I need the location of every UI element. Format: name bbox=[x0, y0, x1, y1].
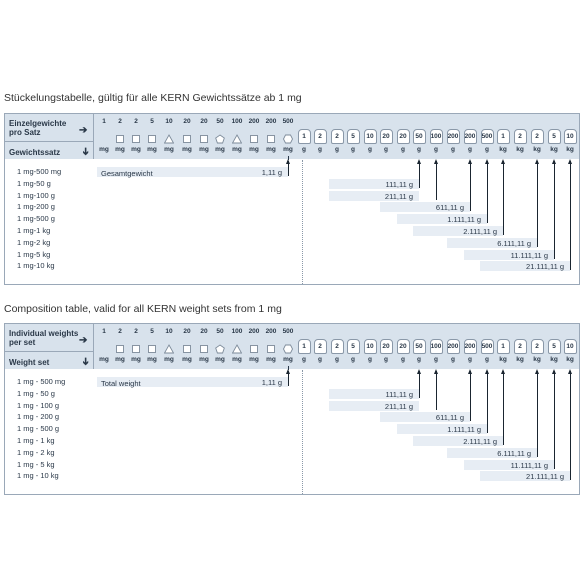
arrow-line bbox=[570, 161, 571, 270]
g-unit: g bbox=[302, 146, 306, 153]
arrow-line bbox=[503, 371, 504, 445]
g-weight-icon: 2 bbox=[331, 339, 344, 354]
g-unit: g bbox=[401, 146, 405, 153]
mg-unit: mg bbox=[164, 146, 174, 153]
total-weight-value: 2.111,11 g bbox=[463, 437, 497, 446]
total-weight-value: 2.111,11 g bbox=[463, 227, 497, 236]
mg-weight-value: 2 bbox=[118, 118, 122, 125]
composition-table bbox=[4, 323, 580, 495]
g-weight-icon: 20 bbox=[380, 339, 393, 354]
g-weight-icon: 5 bbox=[548, 339, 561, 354]
pentagon-weight-icon bbox=[215, 344, 225, 354]
mg-weight-value: 200 bbox=[248, 328, 260, 335]
mg-weight-value: 50 bbox=[216, 328, 224, 335]
mg-weight-value: 20 bbox=[183, 328, 191, 335]
total-weight-value: 1,11 g bbox=[261, 378, 282, 387]
g-unit: g bbox=[351, 356, 355, 363]
g-weight-icon: 100 bbox=[430, 129, 443, 144]
arrow-head-icon bbox=[552, 369, 556, 374]
g-weight-icon: 500 bbox=[481, 339, 494, 354]
g-unit: g bbox=[335, 356, 339, 363]
mg-weight-value: 200 bbox=[248, 118, 260, 125]
g-weight-icon: 1 bbox=[497, 129, 510, 144]
g-weight-icon: 1 bbox=[298, 129, 311, 144]
g-unit: g bbox=[318, 146, 322, 153]
g-weight-icon: 10 bbox=[564, 129, 577, 144]
mg-unit: mg bbox=[232, 356, 242, 363]
g-unit: g bbox=[451, 356, 455, 363]
mg-weight-value: 1 bbox=[102, 328, 106, 335]
total-weight-label: Total weight bbox=[101, 378, 141, 388]
g-unit: g bbox=[468, 146, 472, 153]
g-unit: g bbox=[434, 146, 438, 153]
arrow-head-icon bbox=[286, 159, 290, 164]
mg-unit: mg bbox=[283, 356, 293, 363]
arrow-down-icon: ➔ bbox=[79, 357, 91, 366]
square-weight-icon bbox=[266, 344, 276, 354]
mg-unit: mg bbox=[249, 356, 259, 363]
row-label: 1 mg-1 kg bbox=[17, 226, 51, 235]
individual-weights-label: Einzelgewichte bbox=[9, 119, 67, 128]
g-weight-icon: 200 bbox=[464, 129, 477, 144]
mg-unit: mg bbox=[266, 146, 276, 153]
dotted-divider bbox=[302, 370, 303, 494]
g-unit: g bbox=[335, 146, 339, 153]
g-unit: g bbox=[302, 356, 306, 363]
arrow-head-icon bbox=[552, 159, 556, 164]
mg-unit: mg bbox=[115, 146, 125, 153]
triangle-weight-icon bbox=[164, 344, 174, 354]
arrow-head-icon bbox=[417, 159, 421, 164]
total-weight-value: 21.111,11 g bbox=[526, 472, 564, 482]
row-label: 1 mg - 500 g bbox=[17, 424, 60, 434]
arrow-line bbox=[470, 161, 471, 211]
mg-unit: mg bbox=[266, 356, 276, 363]
arrow-line bbox=[419, 161, 420, 188]
mg-unit: mg bbox=[99, 146, 109, 153]
mg-weight-value: 20 bbox=[200, 328, 208, 335]
g-unit: kg bbox=[566, 146, 574, 153]
row-label: 1 mg-10 kg bbox=[17, 261, 55, 271]
table-header bbox=[5, 324, 579, 369]
hexagon-weight-icon bbox=[283, 134, 293, 144]
mg-weight-value: 100 bbox=[231, 328, 243, 335]
mg-weight-value: 20 bbox=[200, 118, 208, 125]
arrow-line bbox=[554, 371, 555, 469]
table-header bbox=[5, 114, 579, 159]
mg-weight-value: 50 bbox=[216, 118, 224, 125]
g-weight-icon: 20 bbox=[397, 339, 410, 354]
g-unit: kg bbox=[550, 356, 558, 363]
g-unit: g bbox=[368, 356, 372, 363]
g-weight-icon: 2 bbox=[331, 129, 344, 144]
square-weight-icon bbox=[115, 134, 125, 144]
g-weight-icon: 200 bbox=[447, 129, 460, 144]
mg-weight-value: 2 bbox=[118, 328, 122, 335]
mg-weight-value: 2 bbox=[134, 328, 138, 335]
g-unit: g bbox=[318, 356, 322, 363]
g-weight-icon: 50 bbox=[413, 129, 426, 144]
total-weight-value: 111,11 g bbox=[385, 389, 413, 399]
g-weight-icon: 5 bbox=[347, 339, 360, 354]
square-weight-icon bbox=[199, 134, 209, 144]
g-unit: kg bbox=[566, 356, 574, 363]
triangle-weight-icon bbox=[232, 344, 242, 354]
mg-unit: mg bbox=[249, 146, 259, 153]
g-weight-icon: 20 bbox=[380, 129, 393, 144]
g-weight-icon: 10 bbox=[364, 339, 377, 354]
g-weight-icon: 10 bbox=[364, 129, 377, 144]
weight-set-label: Gewichtssatz bbox=[9, 148, 61, 157]
mg-weight-value: 20 bbox=[183, 118, 191, 125]
row-label: 1 mg-200 g bbox=[17, 202, 55, 212]
row-label: 1 mg - 200 g bbox=[17, 412, 60, 422]
row-label: 1 mg-500 mg bbox=[17, 167, 62, 176]
g-weight-icon: 2 bbox=[314, 129, 327, 144]
value-band bbox=[97, 167, 288, 177]
total-weight-value: 211,11 g bbox=[384, 401, 413, 411]
g-unit: g bbox=[485, 356, 489, 363]
arrow-head-icon bbox=[468, 369, 472, 374]
total-weight-value: 11.111,11 g bbox=[510, 460, 548, 470]
square-weight-icon bbox=[249, 134, 259, 144]
arrow-down-icon: ➔ bbox=[79, 147, 91, 156]
mg-weight-value: 10 bbox=[165, 118, 173, 125]
g-weight-icon: 1 bbox=[298, 339, 311, 354]
individual-weights-label-2: pro Satz bbox=[9, 128, 41, 137]
g-unit: g bbox=[468, 356, 472, 363]
square-weight-icon bbox=[182, 344, 192, 354]
row-label: 1 mg - 2 kg bbox=[17, 447, 55, 457]
mg-weight-value: 2 bbox=[134, 118, 138, 125]
triangle-weight-icon bbox=[232, 134, 242, 144]
row-label: 1 mg - 500 mg bbox=[17, 377, 66, 386]
g-weight-icon: 200 bbox=[464, 339, 477, 354]
arrow-line bbox=[487, 161, 488, 223]
g-weight-icon: 5 bbox=[548, 129, 561, 144]
mg-unit: mg bbox=[147, 146, 157, 153]
arrow-right-icon: ➔ bbox=[79, 335, 88, 346]
total-weight-value: 1.111,11 g bbox=[447, 215, 481, 225]
pentagon-weight-icon bbox=[215, 134, 225, 144]
total-weight-value: 211,11 g bbox=[384, 191, 413, 201]
mg-weight-value: 500 bbox=[282, 328, 294, 335]
mg-unit: mg bbox=[199, 146, 209, 153]
arrow-line bbox=[436, 371, 437, 410]
mg-unit: mg bbox=[131, 146, 141, 153]
mg-unit: mg bbox=[182, 146, 192, 153]
mg-unit: mg bbox=[131, 356, 141, 363]
arrow-head-icon bbox=[485, 369, 489, 374]
total-weight-value: 111,11 g bbox=[385, 179, 413, 189]
mg-unit: mg bbox=[182, 356, 192, 363]
g-unit: g bbox=[351, 146, 355, 153]
arrow-line bbox=[503, 161, 504, 235]
total-weight-label: Gesamtgewicht bbox=[101, 168, 153, 178]
row-label: 1 mg-5 kg bbox=[17, 249, 51, 259]
mg-weight-value: 200 bbox=[265, 118, 277, 125]
row-label: 1 mg - 100 g bbox=[17, 400, 60, 410]
row-label: 1 mg - 50 g bbox=[17, 388, 55, 398]
arrow-line bbox=[537, 161, 538, 247]
square-weight-icon bbox=[182, 134, 192, 144]
g-weight-icon: 5 bbox=[347, 129, 360, 144]
mg-unit: mg bbox=[147, 356, 157, 363]
g-unit: g bbox=[401, 356, 405, 363]
individual-weights-label: Individual weights bbox=[9, 329, 79, 338]
total-weight-value: 1,11 g bbox=[261, 168, 282, 177]
dotted-divider bbox=[302, 160, 303, 284]
composition-table bbox=[4, 113, 580, 285]
mg-unit: mg bbox=[215, 356, 225, 363]
g-unit: kg bbox=[516, 356, 524, 363]
g-unit: kg bbox=[533, 146, 541, 153]
g-unit: kg bbox=[550, 146, 558, 153]
g-weight-icon: 2 bbox=[514, 129, 527, 144]
row-label: 1 mg-100 g bbox=[17, 190, 55, 200]
arrow-head-icon bbox=[434, 159, 438, 164]
square-weight-icon bbox=[147, 134, 157, 144]
mg-unit: mg bbox=[115, 356, 125, 363]
arrow-right-icon: ➔ bbox=[79, 125, 88, 136]
g-weight-icon: 2 bbox=[314, 339, 327, 354]
mg-weight-value: 1 bbox=[102, 118, 106, 125]
g-weight-icon: 2 bbox=[514, 339, 527, 354]
table-title: Composition table, valid for all KERN weight sets from 1 mg bbox=[4, 303, 282, 315]
square-weight-icon bbox=[131, 134, 141, 144]
table-title: Stückelungstabelle, gültig für alle KERN Gewichtssätze ab 1 mg bbox=[4, 92, 302, 104]
arrow-line bbox=[537, 371, 538, 457]
arrow-head-icon bbox=[568, 159, 572, 164]
g-unit: kg bbox=[533, 356, 541, 363]
arrow-line bbox=[470, 371, 471, 421]
g-weight-icon: 50 bbox=[413, 339, 426, 354]
g-weight-icon: 100 bbox=[430, 339, 443, 354]
g-unit: g bbox=[384, 146, 388, 153]
g-unit: g bbox=[417, 356, 421, 363]
square-weight-icon bbox=[199, 344, 209, 354]
arrow-head-icon bbox=[501, 159, 505, 164]
g-weight-icon: 200 bbox=[447, 339, 460, 354]
mg-weight-value: 500 bbox=[282, 118, 294, 125]
g-weight-icon: 2 bbox=[531, 339, 544, 354]
total-weight-value: 6.111,11 g bbox=[497, 448, 531, 458]
header-separator bbox=[5, 141, 93, 142]
header-separator bbox=[5, 351, 93, 352]
row-label: 1 mg-500 g bbox=[17, 214, 55, 224]
arrow-head-icon bbox=[568, 369, 572, 374]
square-weight-icon bbox=[147, 344, 157, 354]
g-unit: g bbox=[368, 146, 372, 153]
arrow-head-icon bbox=[535, 159, 539, 164]
g-weight-icon: 20 bbox=[397, 129, 410, 144]
square-weight-icon bbox=[131, 344, 141, 354]
total-weight-value: 611,11 g bbox=[435, 413, 464, 423]
total-weight-value: 6.111,11 g bbox=[497, 238, 531, 248]
mg-weight-value: 10 bbox=[165, 328, 173, 335]
arrow-head-icon bbox=[417, 369, 421, 374]
total-weight-value: 611,11 g bbox=[435, 203, 464, 213]
row-label: 1 mg - 10 kg bbox=[17, 471, 59, 481]
square-weight-icon bbox=[115, 344, 125, 354]
header-divider bbox=[93, 324, 94, 369]
arrow-head-icon bbox=[434, 369, 438, 374]
g-weight-icon: 2 bbox=[531, 129, 544, 144]
g-unit: g bbox=[434, 356, 438, 363]
g-unit: g bbox=[451, 146, 455, 153]
mg-weight-value: 5 bbox=[150, 118, 154, 125]
arrow-head-icon bbox=[468, 159, 472, 164]
g-weight-icon: 500 bbox=[481, 129, 494, 144]
triangle-weight-icon bbox=[164, 134, 174, 144]
arrow-head-icon bbox=[535, 369, 539, 374]
g-weight-icon: 1 bbox=[497, 339, 510, 354]
mg-weight-value: 100 bbox=[231, 118, 243, 125]
total-weight-value: 21.111,11 g bbox=[526, 262, 564, 272]
g-unit: kg bbox=[499, 146, 507, 153]
total-weight-value: 1.111,11 g bbox=[447, 425, 481, 435]
individual-weights-label-2: per set bbox=[9, 338, 36, 347]
mg-weight-value: 200 bbox=[265, 328, 277, 335]
row-label: 1 mg - 5 kg bbox=[17, 459, 55, 469]
g-unit: g bbox=[417, 146, 421, 153]
weight-set-label: Weight set bbox=[9, 358, 50, 367]
arrow-line bbox=[554, 161, 555, 259]
mg-unit: mg bbox=[232, 146, 242, 153]
mg-unit: mg bbox=[99, 356, 109, 363]
square-weight-icon bbox=[249, 344, 259, 354]
arrow-line bbox=[436, 161, 437, 200]
arrow-head-icon bbox=[485, 159, 489, 164]
arrow-line bbox=[419, 371, 420, 398]
header-divider bbox=[93, 114, 94, 159]
arrow-head-icon bbox=[286, 369, 290, 374]
hexagon-weight-icon bbox=[283, 344, 293, 354]
arrow-head-icon bbox=[501, 369, 505, 374]
value-band bbox=[97, 377, 288, 387]
row-label: 1 mg-50 g bbox=[17, 178, 51, 188]
g-unit: kg bbox=[516, 146, 524, 153]
g-unit: g bbox=[485, 146, 489, 153]
row-label: 1 mg-2 kg bbox=[17, 237, 51, 247]
row-label: 1 mg - 1 kg bbox=[17, 436, 55, 445]
mg-unit: mg bbox=[164, 356, 174, 363]
arrow-line bbox=[570, 371, 571, 480]
square-weight-icon bbox=[266, 134, 276, 144]
mg-weight-value: 5 bbox=[150, 328, 154, 335]
mg-unit: mg bbox=[215, 146, 225, 153]
total-weight-value: 11.111,11 g bbox=[510, 250, 548, 260]
g-unit: g bbox=[384, 356, 388, 363]
mg-unit: mg bbox=[199, 356, 209, 363]
arrow-line bbox=[487, 371, 488, 433]
g-unit: kg bbox=[499, 356, 507, 363]
mg-unit: mg bbox=[283, 146, 293, 153]
g-weight-icon: 10 bbox=[564, 339, 577, 354]
